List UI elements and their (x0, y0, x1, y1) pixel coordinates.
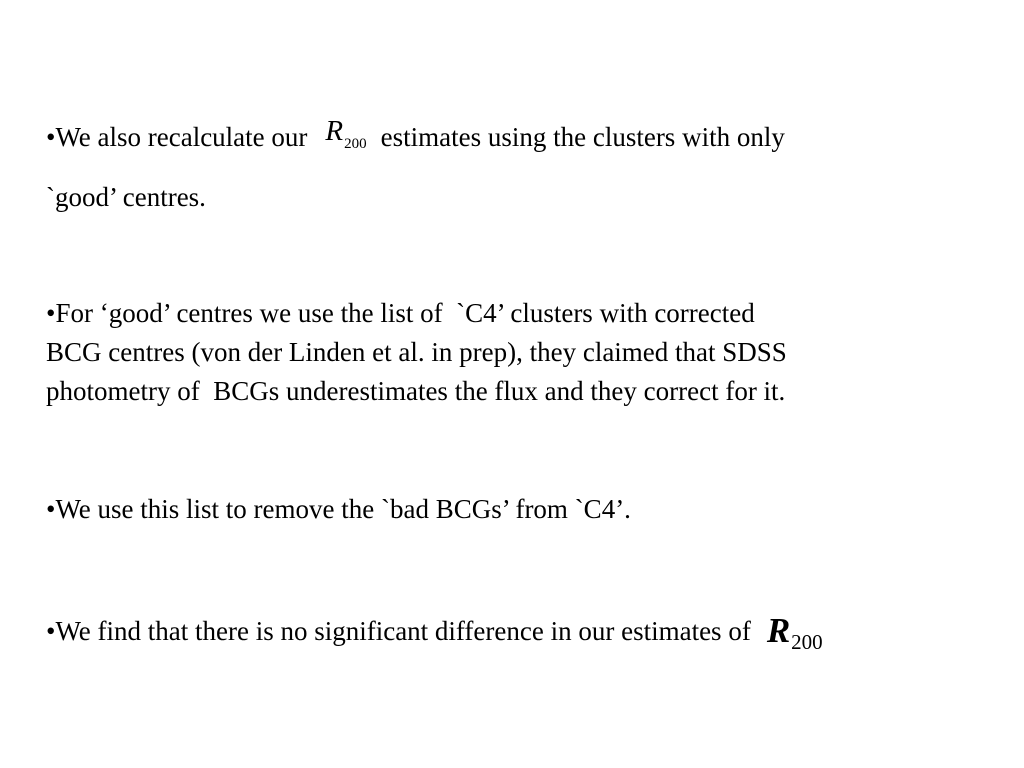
r-subscript: 200 (791, 630, 823, 654)
bullet-2-line-2: BCG centres (von der Linden et al. in prep), they claimed that SDSS (46, 337, 787, 367)
r200-equation (325, 112, 366, 156)
r-variable: R (325, 115, 344, 147)
bullet-1-text-pre: •We also recalculate our (46, 122, 308, 152)
bullet-2-line-1: •For ‘good’ centres we use the list of `C4’ clusters with corrected (46, 298, 755, 328)
r-variable: R (766, 611, 791, 650)
bullet-2-line-3: photometry of BCGs underestimates the flux and they correct for it. (46, 376, 786, 406)
r-subscript: 200 (344, 136, 367, 152)
bullet-1-line-2: `good’ centres. (46, 182, 206, 212)
bullet-3-line-1: •We use this list to remove the `bad BCGs’ from `C4’. (46, 494, 631, 524)
bullet-1-line-1 (46, 115, 785, 162)
bullet-4-line-1 (46, 609, 823, 653)
r200-equation (767, 611, 823, 655)
bullet-1-text-post: estimates using the clusters with only (380, 122, 785, 152)
bullet-4-text-pre: •We find that there is no significant difference in our estimates of (46, 616, 751, 646)
